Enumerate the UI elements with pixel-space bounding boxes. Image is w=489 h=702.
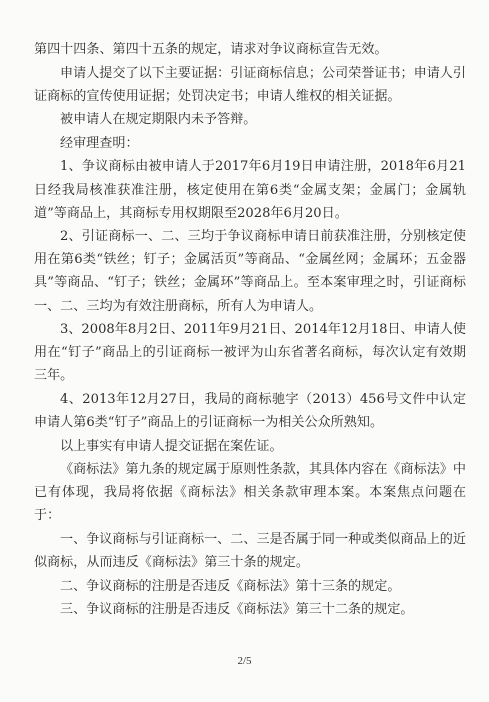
page-number: 2/5 <box>237 655 252 667</box>
paragraph-4: 经审理查明： <box>60 135 139 151</box>
paragraph-13: 三、争议商标的注册是否违反《商标法》第三十二条的规定。 <box>60 602 414 618</box>
paragraph-2: 申请人提交了以下主要证据：引证商标信息；公司荣誉证书；申请人引证商标的宣传使用证据；处罚决定书；申请人维权的相关证据。 <box>34 65 466 104</box>
paragraph-1: 第四十四条、第四十五条的规定，请求对争议商标宣告无效。 <box>34 42 388 57</box>
paragraph-7: 3、2008年8月2日、2011年9月21日、2014年12月18日、申请人使用在“钉子”商品上的引证商标一被评为山东省著名商标，每次认定有效期三年。 <box>34 322 466 384</box>
paragraph-5: 1、争议商标由被申请人于2017年6月19日申请注册，2018年6月21日经我局核准获准注册，核定使用在第6类“金属支架；金属门；金属轨道”等商品上，其商标专用权期限至2028年6月20日。 <box>34 159 466 221</box>
paragraph-9: 以上事实有申请人提交证据在案佐证。 <box>60 438 283 454</box>
paragraph-6: 2、引证商标一、二、三均于争议商标申请日前获准注册，分别核定使用在第6类“铁丝；钉子；金属活页”等商品、“金属丝网；金属环；五金器具”等商品、“钉子；铁丝；金属环”等商品上。至本案审理之时，引证商标一、二、三均为有效注册商标，所有人为申请人。 <box>34 229 466 314</box>
paragraph-8: 4、2013年12月27日，我局的商标驰字（2013）456号文件中认定申请人第6类“钉子”商品上的引证商标一为相关公众所熟知。 <box>34 391 466 430</box>
paragraph-3: 被申请人在规定期限内未予答辩。 <box>60 112 257 128</box>
paragraph-12: 二、争议商标的注册是否违反《商标法》第十三条的规定。 <box>60 578 401 594</box>
paragraph-11: 一、争议商标与引证商标一、二、三是否属于同一种或类似商品上的近似商标，从而违反《商标法》第三十条的规定。 <box>34 531 466 571</box>
document-body <box>34 38 466 622</box>
paragraph-10: 《商标法》第九条的规定属于原则性条款，其具体内容在《商标法》中已有体现，我局将依据《商标法》相关条款审理本案。本案焦点问题在于： <box>34 462 466 524</box>
